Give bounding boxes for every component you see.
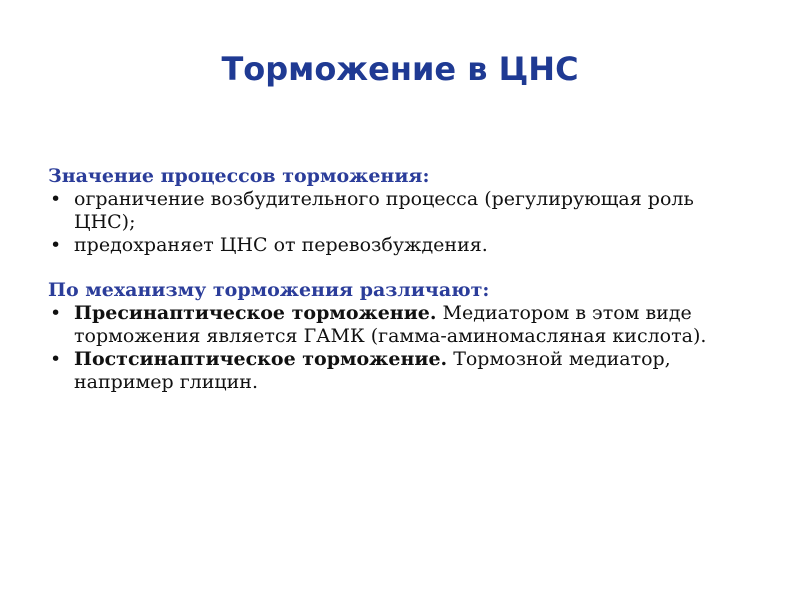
term-presynaptic: Пресинаптическое торможение. <box>74 302 437 324</box>
section-heading-mechanism: По механизму торможения различают: <box>48 279 490 301</box>
list-item <box>48 188 728 234</box>
slide-content <box>48 165 728 394</box>
spacer <box>48 257 728 279</box>
term-postsynaptic: Постсинаптическое торможение. <box>74 348 448 370</box>
significance-list <box>48 188 728 257</box>
bullet-icon: • <box>50 302 62 324</box>
list-item <box>48 302 728 348</box>
list-item <box>48 348 728 394</box>
term-description: Медиатором в этом виде торможения является ГАМК (гамма-аминомасляная кислота). <box>74 302 707 347</box>
bullet-icon: • <box>50 188 62 210</box>
list-item <box>48 234 728 257</box>
list-item-text: предохраняет ЦНС от перевозбуждения. <box>74 234 488 256</box>
list-item-text: ограничение возбудительного процесса (регулирующая роль ЦНС); <box>74 188 694 233</box>
bullet-icon: • <box>50 234 62 256</box>
mechanism-list <box>48 302 728 394</box>
slide-title: Торможение в ЦНС <box>221 50 579 88</box>
bullet-icon: • <box>50 348 62 370</box>
section-heading-significance: Значение процессов торможения: <box>48 165 430 187</box>
term-description: Тормозной медиатор, например глицин. <box>74 348 671 393</box>
